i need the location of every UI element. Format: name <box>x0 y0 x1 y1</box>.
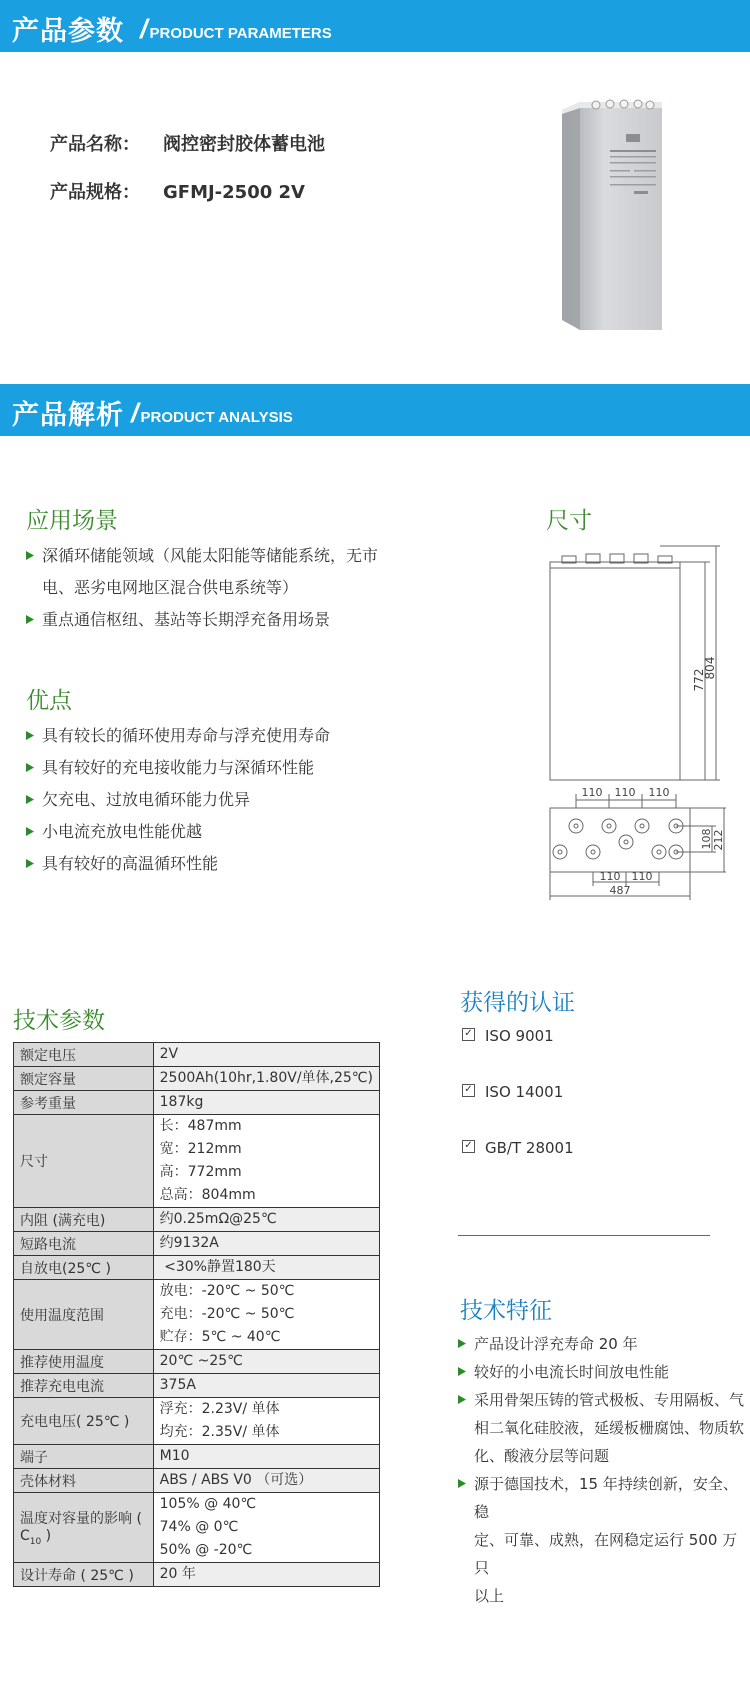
list-item <box>458 1442 748 1470</box>
product-spec-row <box>50 178 305 204</box>
cert-item-text: GB/T 28001 <box>485 1139 574 1157</box>
list-item-text: 重点通信枢纽、基站等长期浮充备用场景 <box>42 610 331 629</box>
table-row <box>14 1493 380 1563</box>
list-item <box>458 1526 748 1582</box>
spec-value-line: 187kg <box>159 1094 204 1110</box>
spec-key-text: 额定电压 <box>20 1047 76 1064</box>
list-item <box>26 784 406 816</box>
checkbox-checked-icon: ✓ <box>462 1140 475 1153</box>
list-item <box>458 1330 748 1358</box>
dim-772-label: 772 <box>692 668 706 692</box>
list-item <box>26 572 406 604</box>
table-row <box>14 1563 380 1587</box>
list-item-text: 采用骨架压铸的管式极板、专用隔板、气 <box>474 1391 745 1409</box>
spec-value-line: 充电：-20℃ ~ 50℃ <box>159 1306 295 1322</box>
dim-108-label: 108 <box>700 828 713 850</box>
battery-product-image <box>550 98 670 338</box>
table-row <box>14 1256 380 1280</box>
dim-212-label: 212 <box>712 829 725 851</box>
spec-value <box>153 1232 379 1256</box>
spec-value-line: 2V <box>159 1046 179 1062</box>
spec-key <box>14 1091 154 1115</box>
dim-bottom-110-b: 110 <box>631 870 653 883</box>
product-name-value: 阀控密封胶体蓄电池 <box>163 134 325 155</box>
dim-804-label: 804 <box>703 656 717 680</box>
spec-value <box>153 1091 379 1115</box>
spec-value-line: M10 <box>159 1448 190 1464</box>
spec-value <box>153 1350 379 1374</box>
spec-key-text: 设计寿命 ( 25℃ ) <box>20 1567 134 1584</box>
spec-value-line: 约9132A <box>159 1235 219 1251</box>
spec-key <box>14 1445 154 1469</box>
checkbox-checked-icon: ✓ <box>462 1028 475 1041</box>
product-name-row <box>50 130 325 156</box>
spec-key-text: 温度对容量的影响 ( C <box>20 1511 142 1545</box>
list-item-text: 源于德国技术，15 年持续创新，安全、稳 <box>474 1475 738 1521</box>
spec-key-text: 参考重量 <box>20 1095 76 1112</box>
green-arrow-icon <box>26 859 34 868</box>
list-item <box>26 816 406 848</box>
spec-value <box>153 1469 379 1493</box>
spec-key <box>14 1398 154 1445</box>
cert-item-text: ISO 14001 <box>485 1083 564 1101</box>
cert-item <box>462 1139 574 1157</box>
banner-title-en-text: PRODUCT PARAMETERS <box>149 25 332 42</box>
spec-key-text: 端子 <box>20 1449 48 1466</box>
spec-value-line: 均充：2.35V/ 单体 <box>159 1424 280 1440</box>
tech-params-table <box>13 1042 380 1587</box>
list-item-text: 电、恶劣电网地区混合供电系统等） <box>42 578 299 597</box>
list-item <box>458 1414 748 1442</box>
spec-value <box>153 1563 379 1587</box>
list-item-text: 化、酸液分层等问题 <box>474 1447 610 1465</box>
dim-487-label: 487 <box>609 884 631 897</box>
cert-item-text: ISO 9001 <box>485 1027 554 1045</box>
table-row <box>14 1280 380 1350</box>
spec-value-line: <30%静置180天 <box>159 1259 276 1275</box>
table-row <box>14 1350 380 1374</box>
spec-key-text: 尺寸 <box>20 1154 48 1170</box>
banner-product-parameters <box>0 0 750 52</box>
list-item <box>458 1386 748 1414</box>
spec-value-line: 贮存：5℃ ~ 40℃ <box>159 1329 281 1345</box>
spec-value-line: ABS / ABS V0 （可选） <box>159 1472 313 1488</box>
spec-key <box>14 1256 154 1280</box>
spec-key-subscript: 10 <box>29 1536 42 1547</box>
spec-key-text: 推荐充电电流 <box>20 1378 104 1395</box>
spec-value-line: 放电：-20℃ ~ 50℃ <box>159 1283 295 1299</box>
list-item <box>26 604 406 636</box>
banner-title-en: / PRODUCT ANALYSIS <box>131 398 293 428</box>
spec-value-line: 74% @ 0℃ <box>159 1519 239 1535</box>
application-title: 应用场景 <box>26 508 118 534</box>
spec-value <box>153 1067 379 1091</box>
spec-key <box>14 1232 154 1256</box>
spec-value <box>153 1043 379 1067</box>
spec-value <box>153 1256 379 1280</box>
table-row <box>14 1115 380 1208</box>
banner-title-en: / PRODUCT PARAMETERS <box>140 14 332 44</box>
spec-key <box>14 1350 154 1374</box>
spec-key-text: 额定容量 <box>20 1071 76 1088</box>
list-item <box>26 720 406 752</box>
list-item-text: 深循环储能领域（风能太阳能等储能系统，无市 <box>42 546 379 565</box>
table-row <box>14 1208 380 1232</box>
spec-value-line: 375A <box>159 1377 196 1393</box>
spec-key-text-end: ) <box>41 1528 52 1545</box>
list-item-text: 产品设计浮充寿命 20 年 <box>474 1335 638 1353</box>
dim-top-110-a: 110 <box>581 786 603 799</box>
spec-key <box>14 1563 154 1587</box>
green-arrow-icon <box>26 551 34 560</box>
list-item-text: 定、可靠、成熟，在网稳定运行 500 万只 <box>474 1531 738 1577</box>
spec-key-text: 自放电(25℃ ) <box>20 1260 111 1277</box>
spec-value-line: 20 年 <box>159 1566 196 1582</box>
spec-value-line: 宽：212mm <box>159 1141 242 1157</box>
spec-key <box>14 1469 154 1493</box>
dim-top-110-c: 110 <box>648 786 670 799</box>
spec-value <box>153 1374 379 1398</box>
banner-title-cn: 产品参数 <box>12 16 124 47</box>
spec-value <box>153 1445 379 1469</box>
spec-value <box>153 1208 379 1232</box>
advantages-title: 优点 <box>26 688 72 714</box>
spec-key-text: 短路电流 <box>20 1236 76 1253</box>
table-row <box>14 1043 380 1067</box>
green-arrow-icon <box>26 763 34 772</box>
table-row <box>14 1398 380 1445</box>
certifications-title: 获得的认证 <box>460 990 575 1016</box>
list-item-text: 具有较长的循环使用寿命与浮充使用寿命 <box>42 726 331 745</box>
green-arrow-icon <box>26 795 34 804</box>
list-item <box>26 752 406 784</box>
spec-key <box>14 1208 154 1232</box>
green-arrow-icon <box>458 1339 466 1348</box>
list-item <box>458 1582 748 1610</box>
spec-value <box>153 1115 379 1208</box>
list-item <box>26 848 406 880</box>
spec-key-text: 推荐使用温度 <box>20 1354 104 1371</box>
green-arrow-icon <box>26 827 34 836</box>
green-arrow-icon <box>26 615 34 624</box>
features-title: 技术特征 <box>460 1298 552 1324</box>
banner-title-cn: 产品解析 <box>12 400 124 431</box>
table-row <box>14 1469 380 1493</box>
dimension-drawing-top <box>540 782 740 906</box>
list-item <box>26 540 406 572</box>
tech-params-title: 技术参数 <box>13 1008 105 1034</box>
product-spec-label: 产品规格： <box>50 182 140 203</box>
product-spec-value: GFMJ-2500 2V <box>163 182 305 203</box>
list-item <box>458 1358 748 1386</box>
spec-key <box>14 1374 154 1398</box>
list-item-text: 具有较好的充电接收能力与深循环性能 <box>42 758 315 777</box>
features-list <box>458 1330 748 1610</box>
list-item-text: 具有较好的高温循环性能 <box>42 854 219 873</box>
dimensions-title: 尺寸 <box>546 508 592 534</box>
list-item-text: 欠充电、过放电循环能力优异 <box>42 790 251 809</box>
spec-value <box>153 1280 379 1350</box>
green-arrow-icon <box>458 1367 466 1376</box>
spec-value-line: 20℃ ~25℃ <box>159 1353 243 1369</box>
spec-value-line: 高：772mm <box>159 1164 242 1180</box>
banner-title-en-text: PRODUCT ANALYSIS <box>140 409 293 426</box>
table-row <box>14 1091 380 1115</box>
green-arrow-icon <box>458 1395 466 1404</box>
spec-value-line: 浮充：2.23V/ 单体 <box>159 1401 280 1417</box>
spec-value-line: 长：487mm <box>159 1118 242 1134</box>
spec-key-text: 充电电压( 25℃ ) <box>20 1414 130 1430</box>
product-name-label: 产品名称： <box>50 134 140 155</box>
list-item-text: 较好的小电流长时间放电性能 <box>474 1363 670 1381</box>
cert-item <box>462 1083 563 1101</box>
list-item-text: 相二氧化硅胶液，延缓板栅腐蚀、物质软 <box>474 1419 745 1437</box>
table-row <box>14 1232 380 1256</box>
list-item <box>458 1470 748 1526</box>
spec-value <box>153 1493 379 1563</box>
spec-value-line: 约0.25mΩ@25℃ <box>159 1211 277 1227</box>
spec-key <box>14 1043 154 1067</box>
spec-value-line: 2500Ah(10hr,1.80V/单体,25℃) <box>159 1070 373 1086</box>
spec-value <box>153 1398 379 1445</box>
spec-key-text: 使用温度范围 <box>20 1307 104 1324</box>
application-list <box>26 540 406 636</box>
spec-value-line: 50% @ -20℃ <box>159 1542 253 1558</box>
spec-value-line: 总高：804mm <box>159 1187 256 1203</box>
list-item-text: 以上 <box>474 1587 505 1605</box>
table-row <box>14 1374 380 1398</box>
checkbox-checked-icon: ✓ <box>462 1084 475 1097</box>
spec-key-text: 内阻 (满充电) <box>20 1212 106 1229</box>
green-arrow-icon <box>26 731 34 740</box>
spec-key <box>14 1493 154 1563</box>
table-row <box>14 1445 380 1469</box>
green-arrow-icon <box>458 1479 466 1488</box>
dim-bottom-110-a: 110 <box>599 870 621 883</box>
spec-value-line: 105% @ 40℃ <box>159 1496 257 1512</box>
advantages-list <box>26 720 406 880</box>
spec-key-text: 壳体材料 <box>20 1473 76 1490</box>
banner-product-analysis <box>0 384 750 436</box>
dim-top-110-b: 110 <box>614 786 636 799</box>
dimension-drawing-front <box>540 540 740 790</box>
spec-key <box>14 1067 154 1091</box>
spec-key <box>14 1115 154 1208</box>
divider <box>458 1235 710 1236</box>
cert-item <box>462 1027 554 1045</box>
list-item-text: 小电流充放电性能优越 <box>42 822 203 841</box>
table-row <box>14 1067 380 1091</box>
spec-key <box>14 1280 154 1350</box>
